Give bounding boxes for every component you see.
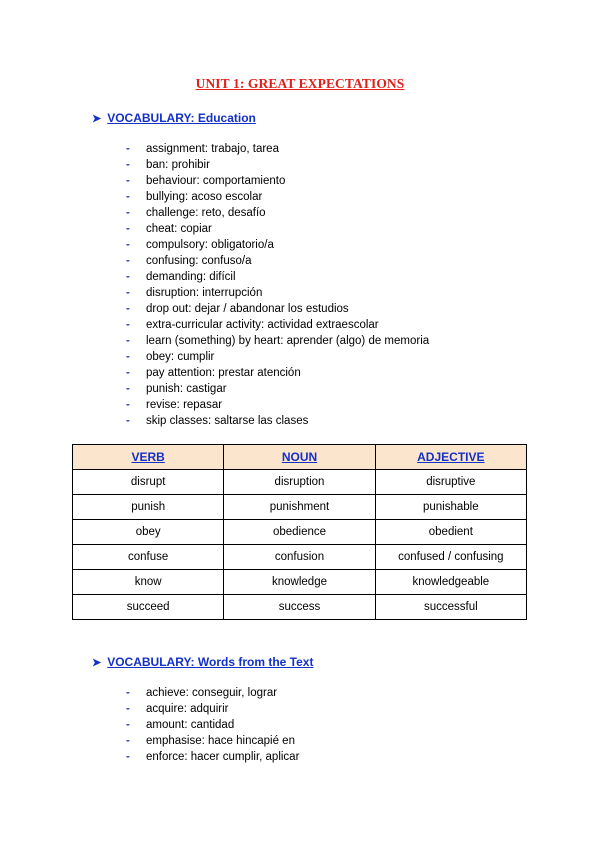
dash-bullet-icon: - <box>126 223 130 235</box>
table-row <box>73 595 527 620</box>
dash-bullet-icon: - <box>126 239 130 251</box>
table-row <box>73 570 527 595</box>
list-item <box>126 749 299 765</box>
arrowhead-bullet-icon: ➤ <box>92 657 102 669</box>
table-row <box>73 495 527 520</box>
dash-bullet-icon: - <box>126 319 130 331</box>
table-row <box>73 520 527 545</box>
vocabulary-entry: confusing: confuso/a <box>146 255 252 267</box>
list-item <box>126 141 429 157</box>
vocabulary-entry: behaviour: comportamiento <box>146 175 286 187</box>
cell-adjective: obedient <box>375 520 526 545</box>
column-header-adjective: ADJECTIVE <box>375 445 526 470</box>
dash-bullet-icon: - <box>126 415 130 427</box>
list-item <box>126 349 429 365</box>
vocabulary-entry: challenge: reto, desafío <box>146 207 266 219</box>
dash-bullet-icon: - <box>126 351 130 363</box>
page-title: UNIT 1: GREAT EXPECTATIONS <box>195 76 405 91</box>
cell-verb: succeed <box>73 595 224 620</box>
vocabulary-entry: acquire: adquirir <box>146 703 229 715</box>
section-heading-label: VOCABULARY: Words from the Text <box>107 655 314 669</box>
cell-verb: obey <box>73 520 224 545</box>
vocabulary-entry: learn (something) by heart: aprender (algo) de memoria <box>146 335 430 347</box>
dash-bullet-icon: - <box>126 703 130 715</box>
cell-verb: confuse <box>73 545 224 570</box>
vocabulary-entry: revise: repasar <box>146 399 223 411</box>
list-item <box>126 317 429 333</box>
table-header-row <box>73 445 527 470</box>
vocabulary-entry: pay attention: prestar atención <box>146 367 301 379</box>
column-header-noun: NOUN <box>224 445 375 470</box>
cell-verb: disrupt <box>73 470 224 495</box>
list-item <box>126 285 429 301</box>
vocabulary-entry: punish: castigar <box>146 383 227 395</box>
column-header-verb: VERB <box>73 445 224 470</box>
list-item <box>126 685 299 701</box>
arrowhead-bullet-icon: ➤ <box>92 113 102 125</box>
cell-verb: know <box>73 570 224 595</box>
dash-bullet-icon: - <box>126 191 130 203</box>
table-row <box>73 470 527 495</box>
education-vocabulary-list <box>126 141 429 429</box>
section-heading-education <box>92 111 256 125</box>
vocabulary-entry: achieve: conseguir, lograr <box>146 687 278 699</box>
cell-noun: confusion <box>224 545 375 570</box>
dash-bullet-icon: - <box>126 383 130 395</box>
cell-verb: punish <box>73 495 224 520</box>
cell-adjective: disruptive <box>375 470 526 495</box>
cell-noun: disruption <box>224 470 375 495</box>
vocabulary-entry: bullying: acoso escolar <box>146 191 263 203</box>
list-item <box>126 333 429 349</box>
cell-adjective: punishable <box>375 495 526 520</box>
list-item <box>126 269 429 285</box>
dash-bullet-icon: - <box>126 255 130 267</box>
vocabulary-entry: drop out: dejar / abandonar los estudios <box>146 303 349 315</box>
vocabulary-entry: assignment: trabajo, tarea <box>146 143 279 155</box>
vocabulary-entry: demanding: difícil <box>146 271 236 283</box>
dash-bullet-icon: - <box>126 719 130 731</box>
dash-bullet-icon: - <box>126 159 130 171</box>
dash-bullet-icon: - <box>126 751 130 763</box>
cell-adjective: knowledgeable <box>375 570 526 595</box>
list-item <box>126 157 429 173</box>
list-item <box>126 717 299 733</box>
list-item <box>126 253 429 269</box>
vocabulary-entry: emphasise: hace hincapié en <box>146 735 295 747</box>
list-item <box>126 221 429 237</box>
list-item <box>126 413 429 429</box>
vocabulary-entry: ban: prohibir <box>146 159 210 171</box>
vocabulary-entry: extra-curricular activity: actividad extraescolar <box>146 319 379 331</box>
dash-bullet-icon: - <box>126 399 130 411</box>
vocabulary-entry: disruption: interrupción <box>146 287 263 299</box>
list-item <box>126 365 429 381</box>
dash-bullet-icon: - <box>126 175 130 187</box>
list-item <box>126 381 429 397</box>
list-item <box>126 701 299 717</box>
list-item <box>126 205 429 221</box>
vocabulary-entry: amount: cantidad <box>146 719 235 731</box>
vocabulary-entry: enforce: hacer cumplir, aplicar <box>146 751 300 763</box>
vocabulary-entry: cheat: copiar <box>146 223 212 235</box>
vocabulary-entry: skip classes: saltarse las clases <box>146 415 309 427</box>
cell-adjective: successful <box>375 595 526 620</box>
cell-noun: success <box>224 595 375 620</box>
vocabulary-entry: compulsory: obligatorio/a <box>146 239 274 251</box>
section-heading-words-from-text <box>92 655 313 669</box>
list-item <box>126 237 429 253</box>
word-formation-table <box>72 444 527 620</box>
dash-bullet-icon: - <box>126 143 130 155</box>
cell-noun: obedience <box>224 520 375 545</box>
dash-bullet-icon: - <box>126 303 130 315</box>
table-row <box>73 545 527 570</box>
list-item <box>126 733 299 749</box>
cell-adjective: confused / confusing <box>375 545 526 570</box>
list-item <box>126 173 429 189</box>
dash-bullet-icon: - <box>126 735 130 747</box>
dash-bullet-icon: - <box>126 687 130 699</box>
list-item <box>126 189 429 205</box>
list-item <box>126 397 429 413</box>
list-item <box>126 301 429 317</box>
dash-bullet-icon: - <box>126 271 130 283</box>
section-heading-label: VOCABULARY: Education <box>107 111 256 125</box>
vocabulary-entry: obey: cumplir <box>146 351 215 363</box>
dash-bullet-icon: - <box>126 207 130 219</box>
dash-bullet-icon: - <box>126 335 130 347</box>
cell-noun: punishment <box>224 495 375 520</box>
text-vocabulary-list <box>126 685 299 765</box>
cell-noun: knowledge <box>224 570 375 595</box>
dash-bullet-icon: - <box>126 287 130 299</box>
dash-bullet-icon: - <box>126 367 130 379</box>
